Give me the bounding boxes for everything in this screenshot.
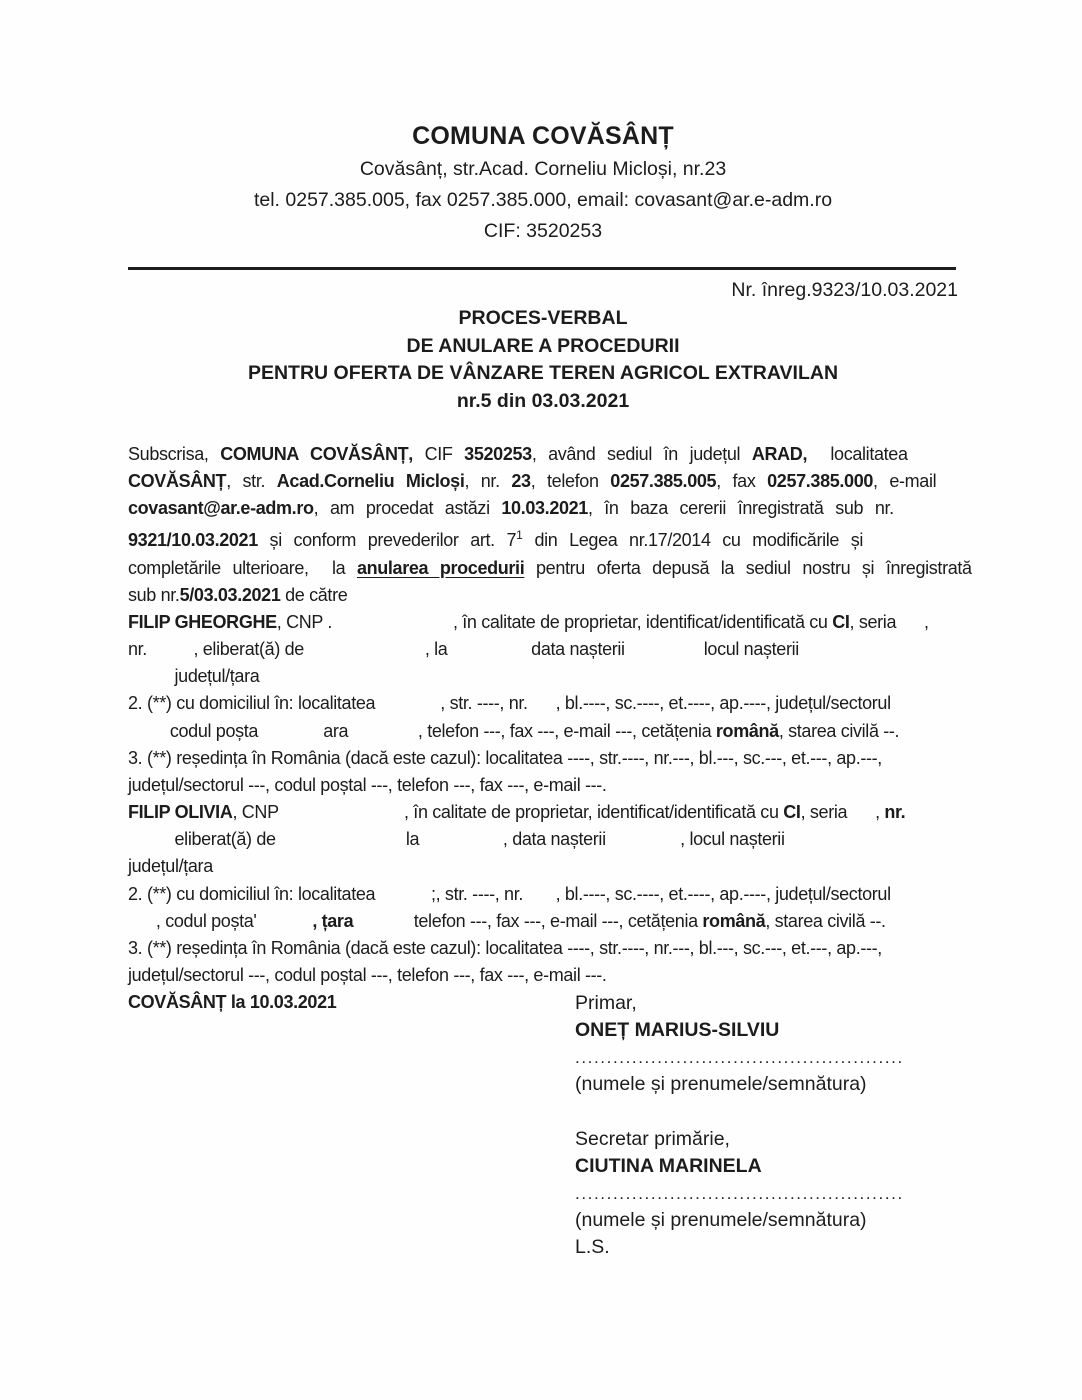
text-segment: 5/03.03.2021 [179,584,281,605]
seal-label: L.S. [575,1236,610,1258]
text-segment: eliberat(ă) de la , data nașterii , locul nașterii [128,829,785,850]
body-line [128,935,958,962]
body-line [128,663,958,690]
text-segment: 23 [511,471,531,492]
text-segment: , seria , [800,802,885,823]
text-segment: , CNP . , în calitate de proprietar, identificat/identificată cu [276,611,833,632]
text-segment: Acad.Corneliu Micloși [276,471,465,492]
text-segment: 3. (**) reședința în România (dacă este cazul): localitatea ----, str.----, nr.---, bl.---, sc.---, et.---, ap.---, [128,937,882,958]
text-segment: COVĂSÂNȚ [128,471,227,492]
text-segment: , telefon [530,471,611,492]
body-line [128,555,972,582]
text-segment: 0257.385.000 [767,471,874,492]
text-segment: de către [280,584,348,605]
signature-spacer [575,1098,904,1126]
title-line-2: DE ANULARE A PROCEDURII [406,334,680,357]
text-segment: din Legea nr.17/2014 cu modificările și [522,530,864,551]
org-name: COMUNA COVĂSÂNȚ [412,122,674,150]
org-address: Covăsânț, str.Acad. Corneliu Micloși, nr.23 [359,158,727,180]
text-segment: , codul poșta' [128,910,313,931]
text-segment: covasant@ar.e-adm.ro [128,498,314,519]
text-segment: română [702,910,766,931]
text-segment: , starea civilă --. [765,910,886,931]
body-line [128,745,958,772]
text-segment: ARAD, [751,444,808,464]
body-line [128,522,958,554]
title-line-1: PROCES-VERBAL [458,307,628,329]
text-segment: 0257.385.005 [610,471,717,492]
body-line [128,908,958,935]
primar-title: Primar, [575,992,637,1014]
body-line [128,962,958,989]
body-line [128,826,958,853]
document-body [128,441,972,1016]
body-line [128,495,958,522]
text-segment: , starea civilă --. [778,720,900,741]
org-contact: tel. 0257.385.005, fax 0257.385.000, email: covasant@ar.e-adm.ro [253,189,833,211]
text-segment: CI [832,611,850,632]
text-segment: , țara [312,910,354,931]
body-line [128,881,958,908]
text-segment: Subscrisa, [128,444,221,464]
text-segment: FILIP GHEORGHE [128,611,277,632]
text-segment: , am procedat astăzi [313,498,502,519]
org-cif: CIF: 3520253 [483,220,603,242]
text-segment: , e-mail [873,471,937,492]
registration-number: Nr. înreg.9323/10.03.2021 [731,279,958,301]
text-segment: județul/țara [128,856,213,877]
text-segment: județul/țara [128,666,260,687]
primar-name: ONEȚ MARIUS-SILVIU [575,1019,780,1041]
text-segment: 1 [516,528,523,543]
text-segment: județul/sectorul ---, codul poștal ---, telefon ---, fax ---, e-mail ---. [128,774,607,795]
text-segment: COVĂSÂNȚ la 10.03.2021 [128,992,337,1013]
text-segment: CI [783,802,801,823]
body-line [128,609,958,636]
body-line [128,690,958,717]
text-segment: nr. , eliberat(ă) de , la data nașterii locul nașterii [128,639,799,660]
signature-dotted-line: .................................................... [575,1184,904,1203]
body-line [128,799,958,826]
text-segment: , str. [226,471,277,492]
text-segment: sub nr. [128,584,180,605]
secretary-name: CIUTINA MARINELA [575,1155,762,1177]
separator-line [128,267,956,270]
text-segment: , fax [716,471,768,492]
signature-block [575,990,904,1261]
text-segment: 2. (**) cu domiciliul în: localitatea , str. ----, nr. , bl.----, sc.----, et.----, ap.----, județul/sectorul [128,693,891,714]
body-line [128,772,958,799]
text-segment: completările ulterioare, la [128,557,357,578]
secretary-title: Secretar primărie, [575,1128,730,1150]
document-title [128,305,958,415]
text-segment: COMUNA COVĂSÂNȚ, [220,444,413,464]
text-segment: județul/sectorul ---, codul poștal ---, telefon ---, fax ---, e-mail ---. [128,964,607,985]
text-segment: română [715,720,779,741]
body-line [128,718,958,745]
text-segment: codul poșta ara , telefon ---, fax ---, e-mail ---, cetățenia [128,720,716,741]
text-segment: , seria , [849,611,929,632]
signature-caption: (numele și prenumele/semnătura) [575,1073,867,1095]
text-segment: nr. [884,802,906,823]
body-line [128,468,958,495]
text-segment: și conform prevederilor art. 7 [257,530,517,551]
text-segment: , în baza cererii înregistrată sub nr. [587,498,894,519]
text-segment: 3. (**) reședința în România (dacă este cazul): localitatea ----, str.----, nr.---, bl.---, sc.---, et.---, ap.---, [128,747,882,768]
body-line [128,582,958,609]
signature-dotted-line: .................................................... [575,1048,904,1067]
text-segment: , având sediul în județul [531,444,752,464]
document-header [128,118,958,247]
title-line-3: PENTRU OFERTA DE VÂNZARE TEREN AGRICOL EXTRAVILAN [247,362,839,384]
text-segment: telefon ---, fax ---, e-mail ---, cetățenia [353,910,703,931]
text-segment: FILIP OLIVIA [128,802,233,823]
body-line [128,441,958,468]
text-segment: , CNP , în calitate de proprietar, identificat/identificată cu [232,802,784,823]
text-segment: 3520253 [464,444,532,464]
text-segment: localitatea [807,444,908,464]
text-segment: , nr. [464,471,512,492]
text-segment: 10.03.2021 [501,498,588,519]
text-segment: pentru oferta depusă la sediul nostru și înregistrată [524,557,972,578]
text-segment: 2. (**) cu domiciliul în: localitatea ;, str. ----, nr. , bl.----, sc.----, et.----, ap.----, județul/sectorul [128,883,891,904]
text-segment: CIF [412,444,465,464]
body-line [128,636,958,663]
text-segment: 9321/10.03.2021 [128,530,258,551]
text-segment: anularea procedurii [356,557,525,578]
signature-caption: (numele și prenumele/semnătura) [575,1209,867,1231]
title-line-4: nr.5 din 03.03.2021 [456,389,630,412]
body-line [128,853,958,880]
